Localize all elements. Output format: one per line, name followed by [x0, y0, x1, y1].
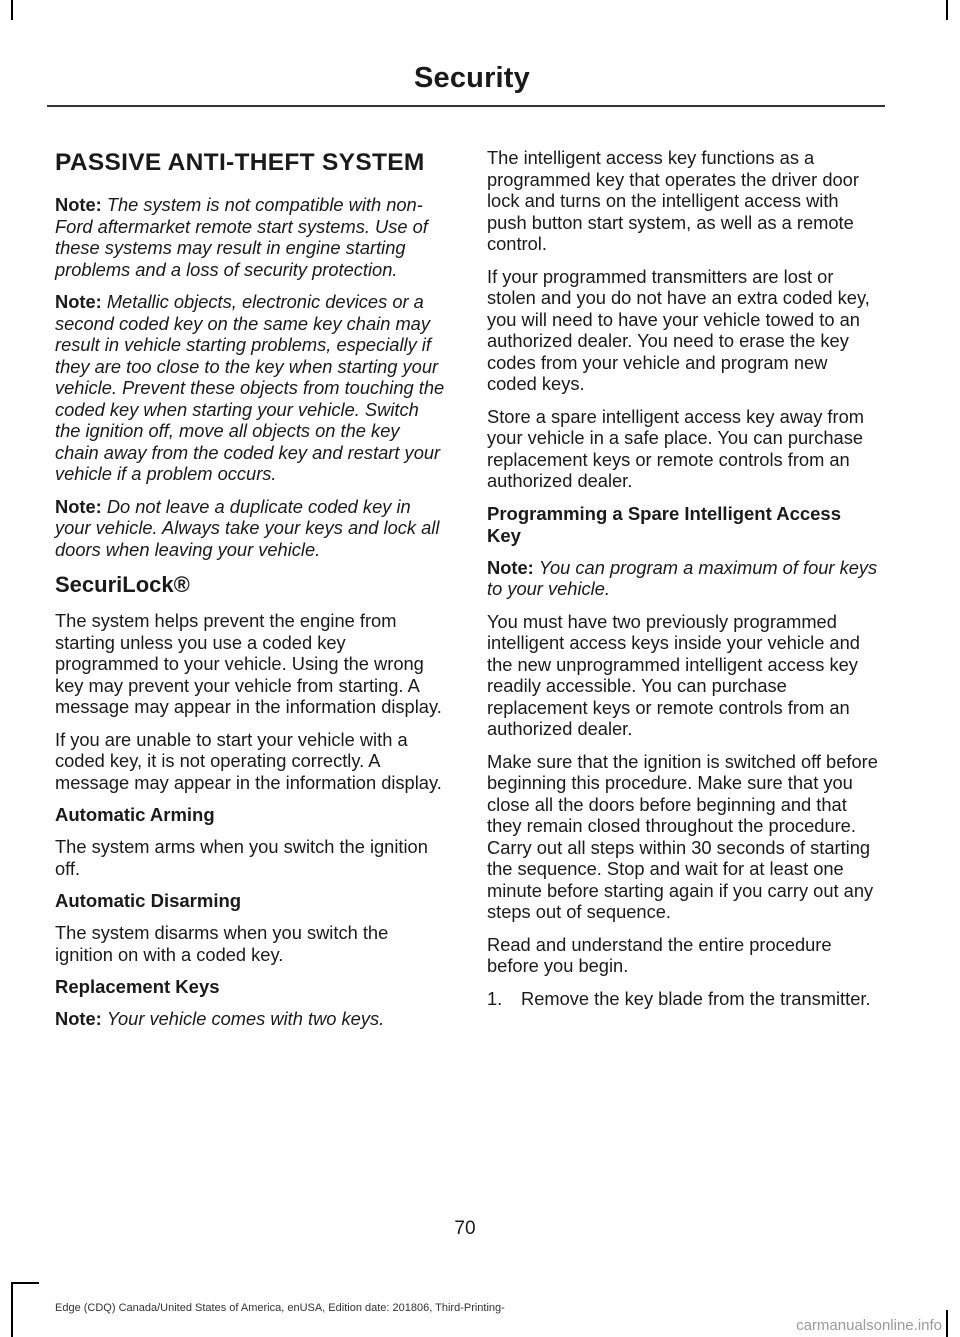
note-label: Note: — [55, 495, 102, 517]
section-heading-passive-anti-theft: PASSIVE ANTI-THEFT SYSTEM — [55, 149, 425, 176]
crop-mark-bottom-left-vertical — [11, 1282, 13, 1337]
body-paragraph: If you are unable to start your vehicle with a coded key, it is not operating correctly. A message may appear in the information display. — [55, 728, 442, 793]
edition-footer: Edge (CDQ) Canada/United States of America, enUSA, Edition date: 201806, Third-Printing- — [55, 1302, 505, 1314]
note-paragraph — [487, 557, 879, 600]
procedure-step — [487, 988, 879, 1010]
header-divider — [47, 105, 885, 107]
body-paragraph: The system helps prevent the engine from starting unless you use a coded key programmed to your vehicle. Using the wrong key may prevent your vehicle from starting. A message may appear in the information display. — [55, 610, 442, 717]
note-paragraph — [55, 1008, 447, 1030]
note-label: Note: — [55, 1008, 102, 1029]
subheading-automatic-disarming: Automatic Disarming — [55, 890, 242, 911]
body-paragraph: The intelligent access key functions as a programmed key that operates the driver door lock and turns on the intelligent access with push button start system, as well as a remote control. — [487, 147, 859, 254]
page-number: 70 — [454, 1218, 476, 1239]
note-text: Metallic objects, electronic devices or a second coded key on the same key chain may result in vehicle starting problems, especially if they are too close to the key when starting your vehicle. Prevent these objects from touching the coded key when starting your vehicle. Switch the ignition off, move all objects on the key chain away from the coded key and restart your vehicle if a problem occurs. — [55, 291, 445, 484]
note-label: Note: — [55, 194, 102, 215]
subheading-securilock: SecuriLock® — [55, 572, 190, 597]
crop-mark-top-right-vertical — [946, 0, 948, 20]
body-paragraph: Make sure that the ignition is switched off before beginning this procedure. Make sure that you close all the doors before beginning and that they remain closed throughout the procedure. Carry out all steps within 30 seconds of starting the sequence. Stop and wait for at least one minute before starting again if you carry out any steps out of sequence. — [487, 750, 878, 922]
step-number: 1. — [487, 987, 503, 1009]
body-paragraph: The system disarms when you switch the ignition on with a coded key. — [55, 922, 389, 965]
note-label: Note: — [55, 291, 102, 312]
note-paragraph — [55, 291, 447, 485]
body-paragraph: The system arms when you switch the ignition off. — [55, 836, 428, 879]
watermark: carmanualsonline.info — [796, 1317, 942, 1334]
note-text: The system is not compatible with non-Ford aftermarket remote start systems. Use of these systems may result in engine starting problems and a loss of security protection. — [55, 194, 428, 280]
step-text: Remove the key blade from the transmitter. — [521, 987, 871, 1009]
right-column — [487, 147, 879, 1009]
note-paragraph — [55, 194, 447, 280]
subheading-automatic-arming: Automatic Arming — [55, 804, 215, 825]
note-label: Note: — [487, 556, 534, 578]
crop-mark-bottom-right-vertical — [946, 1310, 948, 1337]
body-paragraph: If your programmed transmitters are lost or stolen and you do not have an extra coded key, you will need to have your vehicle towed to an authorized dealer. You need to erase the key codes from your vehicle and program new coded keys. — [487, 265, 870, 394]
crop-mark-top-left-vertical — [11, 0, 13, 20]
crop-mark-bottom-left-horizontal — [11, 1282, 39, 1284]
left-column — [55, 147, 447, 1041]
subheading-programming-spare-key: Programming a Spare Intelligent Access Key — [487, 502, 842, 546]
note-text: Your vehicle comes with two keys. — [106, 1008, 385, 1029]
body-paragraph: Read and understand the entire procedure before you begin. — [487, 933, 832, 976]
note-text: You can program a maximum of four keys to your vehicle. — [487, 556, 878, 599]
note-paragraph — [55, 496, 447, 561]
body-paragraph: You must have two previously programmed intelligent access keys inside your vehicle and the new unprogrammed intelligent access key readily accessible. You can purchase replacement keys or remote controls from an authorized dealer. — [487, 610, 860, 739]
body-paragraph: Store a spare intelligent access key away from your vehicle in a safe place. You can purchase replacement keys or remote controls from an authorized dealer. — [487, 405, 864, 491]
page-section-title: Security — [413, 62, 530, 94]
subheading-replacement-keys: Replacement Keys — [55, 976, 220, 997]
note-text: Do not leave a duplicate coded key in your vehicle. Always take your keys and lock all doors when leaving your vehicle. — [55, 495, 440, 560]
